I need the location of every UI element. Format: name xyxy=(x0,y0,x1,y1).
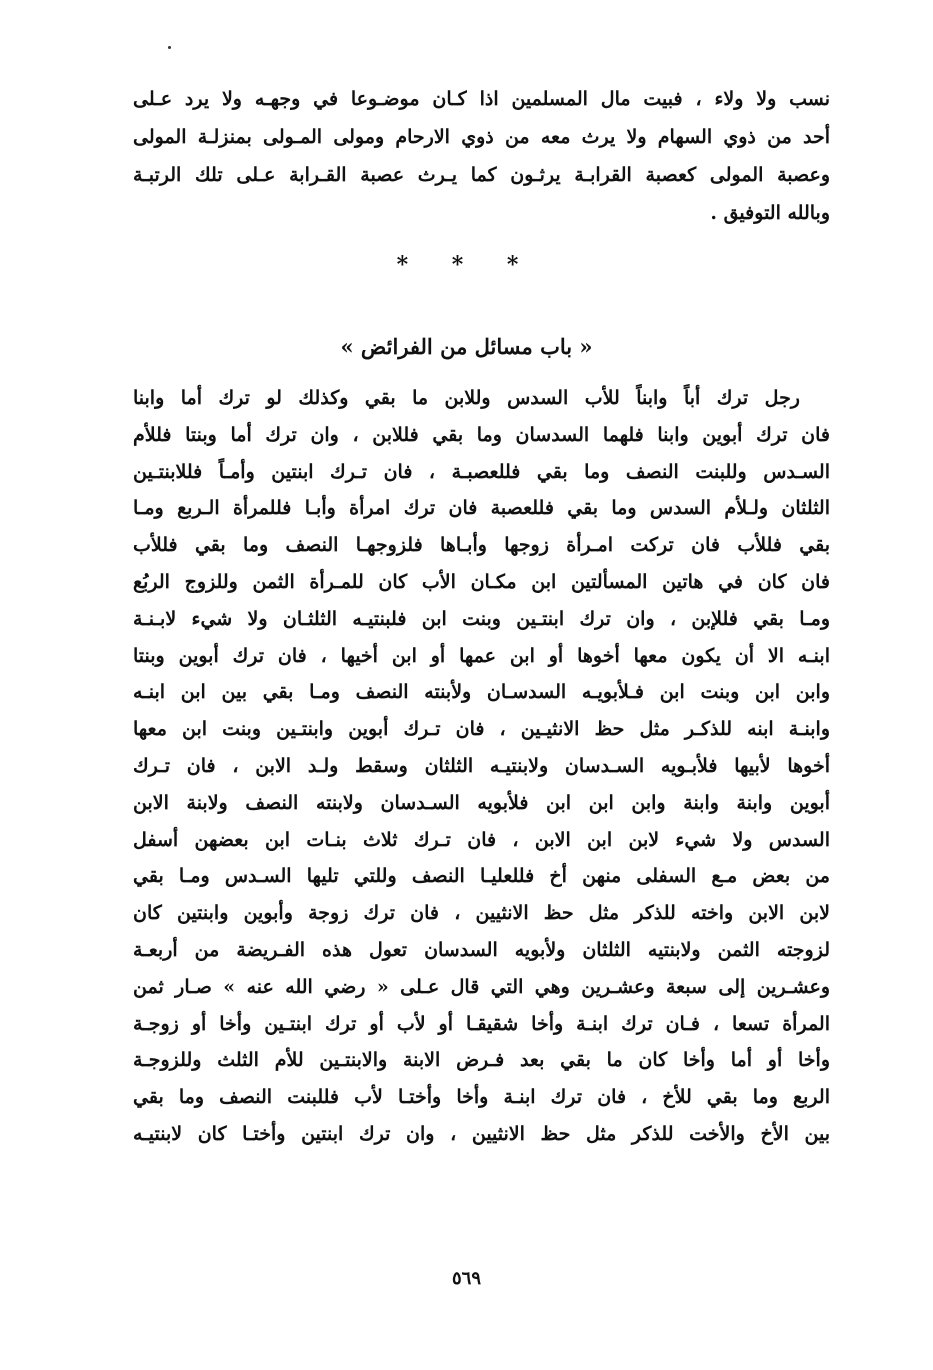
scan-speck xyxy=(168,46,171,49)
text-line: السدس ولا شيء لابن ابن الابن ، فان تـرك ثلاث بنـات ابن بعضهن أسفل xyxy=(133,828,830,851)
text-line: لزوجته الثمن ولابنتيه الثلثان ولأبويه السدسان تعول هذه الفـريضة من أربعـة xyxy=(133,938,830,961)
paragraph-top xyxy=(133,80,830,232)
chapter-heading: « باب مسائل من الفرائض » xyxy=(340,334,593,359)
text-line: وبالله التوفيق . xyxy=(710,202,830,224)
text-line: الثلثان ولـلأم السدس وما بقي فللعصبة فان ترك امرأة وأبـا فللمرأة الـربع ومـا xyxy=(133,497,830,520)
text-line: أبوين وابنة وابنة وابن ابن ابن فلأبويه السـدسان ولابنته النصف ولابنة الابن xyxy=(133,791,830,814)
text-line: وأخا أو أما وأخا كان ما بقي بعد فـرض الابنة والابنتـين للأم الثلث وللزوجـة xyxy=(133,1049,830,1072)
text-line: ابنـه الا أن يكون معها أخوها أو ابن عمها أو ابن أخيها ، فان ترك أبوين وبنتا xyxy=(133,644,830,667)
text-line: بقي فللأب فان تركت امـرأة زوجها وأبـاها فلزوجهـا النصف وما بقي فللأب xyxy=(133,534,830,557)
text-line: وابنـة ابنه للذكـر مثل حظ الانثيـين ، فان تـرك أبوين وابنتـين وبنت ابن معها xyxy=(133,718,830,741)
text-line: لابن الابن واخته للذكر مثل حظ الانثيين ، فان ترك زوجة وأبوين وابنتين كان xyxy=(133,902,830,925)
text-line: نسب ولا ولاء ، فبيت مال المسلمين اذا كـان موضـوعا في وجهـه ولا يرد عـلى xyxy=(133,88,830,110)
section-separator: * * * xyxy=(396,252,537,278)
text-line: السـدس وللبنت النصف وما بقي فللعصبـة ، فان تـرك ابنتين وأمـاً فللابنتـين xyxy=(133,460,830,483)
text-line: المرأة تسعا ، فـان ترك ابنـة وأخا شقيقـا أو لأب أو ترك ابنتـين وأخا أو زوجـة xyxy=(133,1012,830,1035)
page-number: ٥٦٩ xyxy=(451,1268,481,1289)
text-line: أخوها لأبيها فلأبـويه السـدسان ولابنتيـه الثلثان وسقط ولـد الابن ، فان تـرك xyxy=(133,754,830,777)
text-line: رجل ترك أباً وابناً للأب السدس وللابن ما بقي وكذلك لو ترك أما وابنا xyxy=(133,387,800,409)
text-line: وعشـرين إلى سبعة وعشـرين وهي التي قال عـلى « رضي الله عنه » صـار ثمن xyxy=(133,975,830,998)
text-line: الربع وما بقي للأخ ، فان ترك ابنـة وأخا وأختـا لأب فللبنت النصف وما بقي xyxy=(133,1086,830,1109)
text-line: أحد من ذوي السهام ولا يرث معه من ذوي الارحام ومولى المـولى بمنزلـة المولى xyxy=(133,126,830,148)
text-line: بين الأخ والأخت للذكر مثل حظ الانثيين ، وان ترك ابنتين وأختـا كان لابنتيـه xyxy=(133,1122,830,1145)
text-line: وعصبة المولى كعصبة القرابـة يرثـون كما يـرث عصبة القـرابة عـلى تلك الرتبـة xyxy=(133,164,830,186)
text-line: فان ترك أبوين وابنا فلهما السدسان وما بقي فللابن ، وان ترك أما وبنتا فللأم xyxy=(133,423,830,446)
text-line: من بعض مـع السفلى منهن أخ فللعليـا النصف وللتي تليها السـدس ومـا بقي xyxy=(133,865,830,888)
paragraph-main xyxy=(133,380,830,1153)
text-line: وابن ابن وبنت ابن فـلأبويـه السدسـان ولأبنته النصف ومـا بقي بين ابن ابنـه xyxy=(133,681,830,704)
text-line: فان كان في هاتين المسألتين ابن مكـان الأب كان للمـرأة الثمن وللزوج الربُع xyxy=(133,570,830,593)
text-line: ومـا بقي فللإبن ، وان ترك ابنتـين وبنت ابن فلبنتيـه الثلثـان ولا شيء لابـنـة xyxy=(133,607,830,630)
